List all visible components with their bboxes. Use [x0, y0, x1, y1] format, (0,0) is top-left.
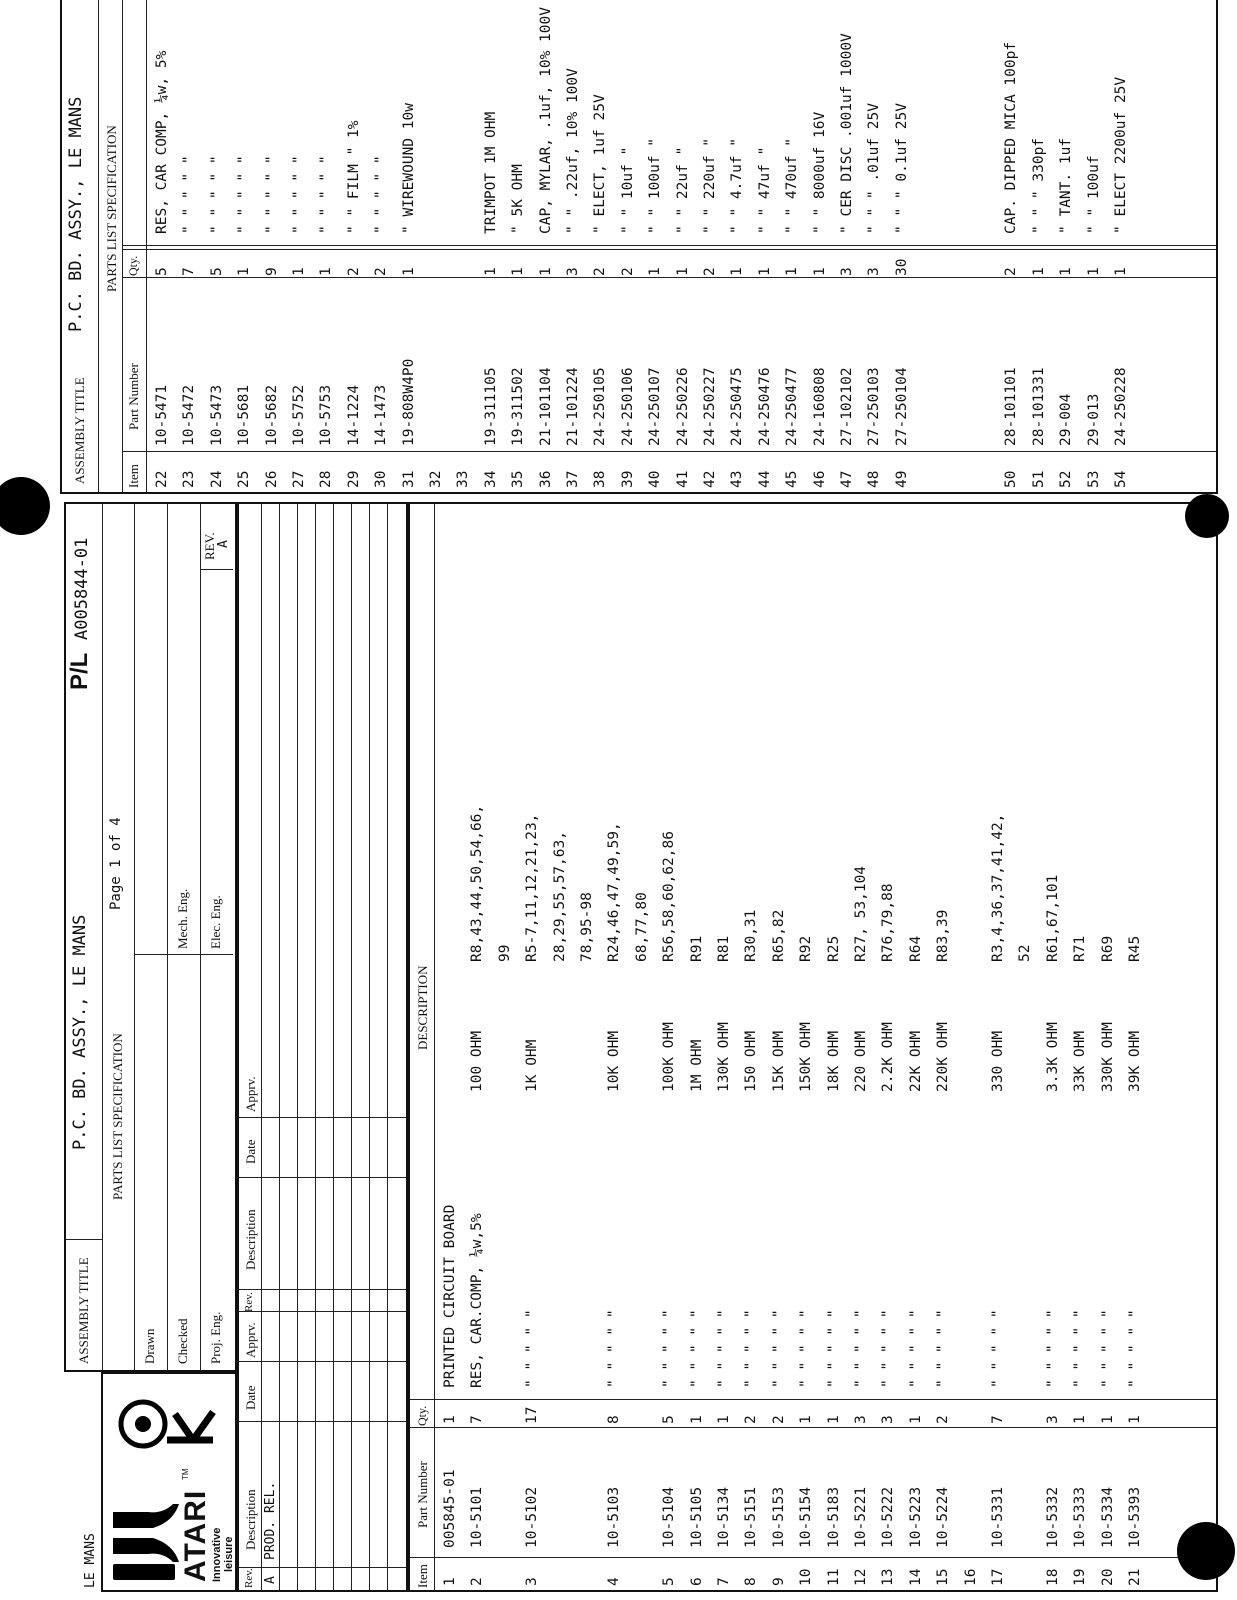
- right-row-part: 10-5472: [181, 384, 198, 446]
- left-row-item: 19: [1072, 1568, 1089, 1586]
- left-row-ref: R92: [798, 935, 815, 962]
- logo-brand: ATARI: [179, 1489, 212, 1582]
- right-row-qty: 3: [839, 267, 855, 276]
- left-row-ref: 78,95-98: [579, 892, 595, 962]
- left-row-desc: " " " " ": [661, 1309, 678, 1388]
- right-row-qty: 1: [1030, 267, 1047, 276]
- right-row-item: 30: [373, 470, 390, 488]
- right-row-part: 19-311502: [510, 367, 527, 446]
- right-row-item: 37: [565, 470, 581, 488]
- left-row-part: 10-5103: [606, 1486, 623, 1548]
- left-row-part: 10-5151: [743, 1486, 760, 1548]
- left-row-part: 005845-01: [442, 1469, 458, 1548]
- left-row-value: 3.3K OHM: [1044, 1022, 1061, 1092]
- left-row-ref: R71: [1072, 935, 1089, 962]
- left-row-part: 10-5183: [825, 1486, 842, 1548]
- right-row-qty: 1: [400, 267, 417, 276]
- left-row-part: 10-5331: [990, 1486, 1006, 1548]
- right-row-item: 27: [291, 470, 307, 488]
- right-row-desc: " CER DISC .001uf 1000V: [839, 33, 855, 234]
- left-row-desc: " " " " ": [935, 1309, 952, 1388]
- right-row-part: 29-004: [1058, 393, 1075, 446]
- left-row-part: 10-5223: [907, 1486, 924, 1548]
- left-row-desc: " " " " ": [1099, 1309, 1116, 1388]
- left-row-qty: 2: [743, 1415, 760, 1424]
- right-row-qty: 1: [729, 267, 746, 276]
- right-row-desc: " ELECT 2200uf 25V: [1113, 76, 1129, 234]
- right-row-qty: 2: [619, 267, 636, 276]
- right-row-desc: " " 10uf ": [619, 146, 636, 234]
- apprv-col-1: Apprv.: [243, 1322, 258, 1358]
- left-row-ref: 68,77,80: [633, 892, 650, 962]
- left-row-desc: " " " " ": [716, 1309, 732, 1388]
- right-row-desc: CAP, MYLAR, .1uf, 10% 100V: [537, 7, 554, 234]
- right-row-part: 27-250103: [866, 367, 883, 446]
- left-row-ref: R8,43,44,50,54,66,: [469, 804, 486, 962]
- right-row-item: 26: [263, 470, 280, 488]
- right-row-item: 43: [729, 470, 746, 488]
- right-row-desc: " " " " ": [263, 155, 280, 234]
- left-row-desc: " " " " ": [990, 1309, 1006, 1388]
- left-row-ref: R30,31: [743, 909, 760, 962]
- right-row-desc: " " " " ": [291, 155, 307, 234]
- left-row-ref: 99: [496, 944, 513, 962]
- top-label: LE MANS: [83, 1533, 98, 1588]
- left-row-desc: " " " " ": [770, 1309, 787, 1388]
- right-row-desc: " " 22uf ": [674, 146, 691, 234]
- apprv-col-2: Apprv.: [243, 1076, 258, 1112]
- left-row-item: 13: [880, 1568, 897, 1586]
- punch-hole: [0, 477, 50, 535]
- left-row-desc: PRINTED CIRCUIT BOARD: [442, 1204, 458, 1388]
- left-row-desc: " " " " ": [524, 1309, 541, 1388]
- left-row-ref: R69: [1099, 935, 1116, 962]
- right-row-desc: " " 47uf ": [756, 146, 773, 234]
- left-row-qty: 1: [1099, 1415, 1116, 1424]
- right-row-qty: 3: [565, 267, 581, 276]
- right-row-desc: " " 4.7uf ": [729, 137, 746, 234]
- right-row-item: 54: [1113, 470, 1129, 488]
- left-row-ref: R3,4,36,37,41,42,: [990, 813, 1006, 962]
- left-row-item: 14: [907, 1568, 924, 1586]
- left-row-ref: R81: [716, 935, 732, 962]
- right-row-item: 22: [154, 470, 170, 488]
- right-row-item: 24: [208, 470, 225, 488]
- left-row-item: 6: [688, 1577, 705, 1586]
- col-desc-header: DESCRIPTION: [415, 965, 430, 1050]
- left-row-desc: RES, CAR.COMP, ¼w,5%: [469, 1213, 486, 1388]
- right-row-part: 24-160808: [811, 367, 828, 446]
- rev-box-value: A: [216, 540, 231, 548]
- right-row-qty: 1: [784, 267, 801, 276]
- left-row-value: 100 OHM: [469, 1030, 486, 1092]
- page-label: Page 1 of 4: [108, 817, 124, 910]
- left-row-qty: 17: [524, 1406, 541, 1424]
- left-row-part: 10-5333: [1072, 1486, 1089, 1548]
- left-row-item: 20: [1099, 1568, 1116, 1586]
- right-row-qty: 1: [674, 267, 691, 276]
- right-row-part: 21-101224: [565, 367, 581, 446]
- right-row-part: 24-250477: [784, 367, 801, 446]
- left-row-item: 12: [853, 1568, 869, 1586]
- spec-label: PARTS LIST SPECIFICATION: [110, 1033, 125, 1200]
- right-row-part: 24-250227: [702, 367, 718, 446]
- pl-number: A005844-01: [72, 537, 92, 640]
- left-row-part: 10-5222: [880, 1486, 897, 1548]
- left-row-item: 7: [716, 1577, 732, 1586]
- left-row-item: 9: [770, 1577, 787, 1586]
- punch-hole: [1177, 1522, 1235, 1580]
- right-assembly-title-label: ASSEMBLY TITLE: [72, 377, 87, 484]
- left-row-ref: R56,58,60,62,86: [661, 831, 678, 962]
- right-row-item: 32: [428, 470, 444, 488]
- right-row-qty: 1: [1085, 267, 1102, 276]
- left-row-value: 100K OHM: [661, 1022, 678, 1092]
- right-row-desc: " " 100uf: [1085, 155, 1102, 234]
- right-row-desc: " WIREWOUND 10w: [400, 103, 417, 234]
- right-row-qty: 1: [647, 267, 664, 276]
- logo-tagline-2: leisure: [223, 1536, 235, 1572]
- right-row-item: 48: [866, 470, 883, 488]
- right-row-item: 44: [756, 470, 773, 488]
- revision-history: [237, 502, 408, 1592]
- logo-tm: TM: [181, 1468, 190, 1480]
- right-row-item: 51: [1030, 470, 1047, 488]
- right-row-part: 19-808W4P0: [400, 358, 417, 446]
- left-row-value: 39K OHM: [1127, 1030, 1143, 1092]
- left-row-desc: " " " " ": [907, 1309, 924, 1388]
- rev-col-1: Rev.: [243, 1568, 255, 1588]
- right-row-desc: " " FILM " 1%: [345, 120, 362, 234]
- left-row-ref: R24,46,47,49,59,: [606, 822, 623, 962]
- right-row-qty: 1: [510, 267, 527, 276]
- right-row-item: 52: [1058, 470, 1075, 488]
- right-row-item: 42: [702, 470, 718, 488]
- right-row-qty: 1: [811, 267, 828, 276]
- right-row-part: 10-5471: [154, 384, 170, 446]
- left-row-item: 10: [798, 1568, 815, 1586]
- right-row-desc: " " " .01uf 25V: [866, 103, 883, 234]
- mech-eng-field[interactable]: Mech. Eng.: [175, 888, 190, 949]
- left-row-part: 10-5334: [1099, 1486, 1116, 1548]
- right-row-part: 10-5473: [208, 384, 225, 446]
- right-row-item: 25: [236, 470, 253, 488]
- right-row-part: 24-250226: [674, 367, 691, 446]
- left-row-ref: R76,79,88: [880, 883, 897, 962]
- right-row-item: 40: [647, 470, 664, 488]
- right-row-item: 49: [893, 470, 910, 488]
- right-row-part: 21-101104: [537, 367, 554, 446]
- right-row-part: 14-1224: [345, 384, 362, 446]
- right-row-part: 29-013: [1085, 393, 1102, 446]
- punch-hole: [1185, 494, 1229, 538]
- right-row-qty: 2: [345, 267, 362, 276]
- left-row-desc: " " " " ": [853, 1309, 869, 1388]
- left-row-item: 11: [825, 1568, 842, 1586]
- right-row-item: 33: [455, 470, 472, 488]
- right-row-desc: " " " 0.1uf 25V: [893, 103, 910, 234]
- left-row-ref: R64: [907, 935, 924, 962]
- logo-box: [101, 1372, 237, 1592]
- right-row-item: 28: [318, 470, 335, 488]
- left-row-ref: 28,29,55,57,63,: [551, 831, 568, 962]
- right-row-qty: 1: [756, 267, 773, 276]
- left-row-value: 15K OHM: [770, 1030, 787, 1092]
- rev-col-2: Rev.: [243, 1292, 255, 1312]
- left-row-item: 2: [469, 1577, 486, 1586]
- proj-eng-field[interactable]: Proj. Eng.: [208, 1311, 223, 1364]
- right-row-item: 53: [1085, 470, 1102, 488]
- left-row-item: 17: [990, 1568, 1006, 1586]
- assembly-title: P.C. BD. ASSY., LE MANS: [70, 914, 90, 1150]
- right-row-part: 28-101331: [1030, 367, 1047, 446]
- right-row-part: 10-5753: [318, 384, 335, 446]
- left-row-desc: " " " " ": [1127, 1309, 1143, 1388]
- left-row-item: 16: [962, 1568, 979, 1586]
- right-row-part: 28-101101: [1003, 367, 1020, 446]
- right-row-item: 36: [537, 470, 554, 488]
- left-row-part: 10-5224: [935, 1486, 952, 1548]
- left-row-desc: " " " " ": [1044, 1309, 1061, 1388]
- right-row-item: 29: [345, 470, 362, 488]
- left-row-part: 10-5153: [770, 1486, 787, 1548]
- left-row-item: 21: [1127, 1568, 1143, 1586]
- right-row-desc: " " " " ": [181, 155, 198, 234]
- desc-col-1: Description: [243, 1489, 258, 1550]
- left-row-desc: " " " " ": [743, 1309, 760, 1388]
- left-row-part: 10-5101: [469, 1486, 486, 1548]
- right-row-desc: TRIMPOT 1M OHM: [482, 111, 499, 234]
- col-qty-header: Qty.: [415, 1405, 429, 1426]
- left-row-desc: " " " " ": [798, 1309, 815, 1388]
- left-row-ref: R83,39: [935, 909, 952, 962]
- logo-tagline-1: Innovative: [211, 1527, 223, 1582]
- date-col-1: Date: [243, 1385, 258, 1410]
- right-row-item: 45: [784, 470, 801, 488]
- right-row-desc: " " " 330pf: [1030, 137, 1047, 234]
- right-row-desc: " " " " ": [236, 155, 253, 234]
- checked-field[interactable]: Checked: [175, 1318, 190, 1364]
- right-row-qty: 9: [263, 267, 280, 276]
- right-row-item: 23: [181, 470, 198, 488]
- left-row-qty: 5: [661, 1415, 678, 1424]
- right-row-desc: " ELECT, 1uf 25V: [592, 94, 609, 234]
- left-row-desc: " " " " ": [688, 1309, 705, 1388]
- left-row-value: 1M OHM: [688, 1039, 705, 1092]
- left-row-qty: 1: [1072, 1415, 1089, 1424]
- date-col-2: Date: [243, 1139, 258, 1164]
- left-row-item: 15: [935, 1568, 952, 1586]
- right-row-qty: 2: [592, 267, 609, 276]
- left-row-qty: 1: [825, 1415, 842, 1424]
- left-row-qty: 2: [770, 1415, 787, 1424]
- header-box-left: [64, 502, 237, 1372]
- right-row-part: 24-250106: [619, 367, 636, 446]
- left-row-value: 22K OHM: [907, 1030, 924, 1092]
- right-row-desc: " TANT. 1uf: [1058, 137, 1075, 234]
- right-row-part: 10-5752: [291, 384, 307, 446]
- left-row-value: 220 OHM: [853, 1030, 869, 1092]
- right-row-part: 19-311105: [482, 367, 499, 446]
- rev-row-rev: A: [263, 1576, 278, 1584]
- right-row-item: 50: [1003, 470, 1020, 488]
- left-row-value: 1K OHM: [524, 1039, 541, 1092]
- left-row-qty: 7: [469, 1415, 486, 1424]
- desc-col-2: Description: [243, 1209, 258, 1270]
- right-spec-label: PARTS LIST SPECIFICATION: [104, 125, 119, 292]
- right-row-qty: 1: [1058, 267, 1075, 276]
- pl-label: P/L: [66, 652, 93, 690]
- right-row-desc: " " " " ": [208, 155, 225, 234]
- right-row-desc: " " 470uf ": [784, 137, 801, 234]
- col-item-header: Item: [415, 1564, 430, 1588]
- right-row-desc: CAP. DIPPED MICA 100pf: [1003, 41, 1020, 234]
- left-row-part: 10-5221: [853, 1486, 869, 1548]
- drawn-field[interactable]: Drawn: [142, 1328, 157, 1364]
- right-row-qty: 1: [318, 267, 335, 276]
- left-row-value: 220K OHM: [935, 1022, 952, 1092]
- left-row-qty: 1: [907, 1415, 924, 1424]
- left-row-ref: R27, 53,104: [853, 865, 869, 962]
- left-row-desc: " " " " ": [880, 1309, 897, 1388]
- left-row-qty: 1: [798, 1415, 815, 1424]
- right-col-part-header: Part Number: [126, 363, 141, 430]
- elec-eng-field[interactable]: Elec. Eng.: [208, 895, 223, 949]
- left-row-qty: 3: [880, 1415, 897, 1424]
- right-row-qty: 3: [866, 267, 883, 276]
- right-row-qty: 2: [1003, 267, 1020, 276]
- right-row-qty: 1: [1113, 267, 1129, 276]
- right-row-desc: " " " " ": [373, 155, 390, 234]
- right-row-qty: 2: [702, 267, 718, 276]
- right-row-qty: 5: [154, 267, 170, 276]
- assembly-title-label: ASSEMBLY TITLE: [76, 1257, 91, 1364]
- right-row-item: 38: [592, 470, 609, 488]
- left-row-ref: R5-7,11,12,21,23,: [524, 813, 541, 962]
- right-row-item: 31: [400, 470, 417, 488]
- right-row-qty: 7: [181, 267, 198, 276]
- left-row-part: 10-5104: [661, 1486, 678, 1548]
- left-row-ref: R65,82: [770, 909, 787, 962]
- left-row-value: 330 OHM: [990, 1030, 1006, 1092]
- right-row-item: 35: [510, 470, 527, 488]
- left-row-value: 2.2K OHM: [880, 1022, 897, 1092]
- right-row-part: 10-5681: [236, 384, 253, 446]
- col-part-header: Part Number: [415, 1461, 430, 1528]
- right-row-part: 27-250104: [893, 367, 910, 446]
- right-col-qty-header: Qty.: [126, 255, 140, 276]
- left-row-qty: 8: [606, 1415, 623, 1424]
- left-row-item: 3: [524, 1577, 541, 1586]
- right-row-item: 34: [482, 470, 499, 488]
- left-row-item: 18: [1044, 1568, 1061, 1586]
- right-row-qty: 1: [236, 267, 253, 276]
- left-row-part: 10-5332: [1044, 1486, 1061, 1548]
- right-row-desc: " " 8000uf 16V: [811, 111, 828, 234]
- left-row-ref: 52: [1017, 944, 1034, 962]
- right-row-desc: " " 100uf ": [647, 137, 664, 234]
- right-row-part: 24-250476: [756, 367, 773, 446]
- left-row-value: 33K OHM: [1072, 1030, 1089, 1092]
- right-row-qty: 30: [893, 258, 910, 276]
- left-row-value: 10K OHM: [606, 1030, 623, 1092]
- left-row-item: 1: [442, 1577, 458, 1586]
- left-row-ref: R45: [1127, 935, 1143, 962]
- left-row-desc: " " " " ": [825, 1309, 842, 1388]
- left-row-ref: R91: [688, 935, 705, 962]
- right-row-qty: 5: [208, 267, 225, 276]
- left-row-value: 150K OHM: [798, 1022, 815, 1092]
- right-row-part: 24-250475: [729, 367, 746, 446]
- left-row-qty: 1: [442, 1415, 458, 1424]
- right-row-item: 46: [811, 470, 828, 488]
- left-row-value: 18K OHM: [825, 1030, 842, 1092]
- right-row-item: 47: [839, 470, 855, 488]
- left-row-part: 10-5134: [716, 1486, 732, 1548]
- left-row-item: 8: [743, 1577, 760, 1586]
- left-row-value: 130K OHM: [716, 1022, 732, 1092]
- right-col-item-header: Item: [126, 464, 141, 488]
- left-row-qty: 1: [716, 1415, 732, 1424]
- left-row-qty: 3: [1044, 1415, 1061, 1424]
- right-row-item: 39: [619, 470, 636, 488]
- left-row-ref: R25: [825, 935, 842, 962]
- right-row-desc: " " .22uf, 10% 100V: [565, 68, 581, 234]
- left-row-item: 5: [661, 1577, 678, 1586]
- right-row-part: 27-102102: [839, 367, 855, 446]
- right-row-qty: 2: [373, 267, 390, 276]
- left-row-qty: 1: [1127, 1415, 1143, 1424]
- left-row-qty: 1: [688, 1415, 705, 1424]
- right-row-part: 10-5682: [263, 384, 280, 446]
- right-row-part: 14-1473: [373, 384, 390, 446]
- right-row-desc: " " " " ": [318, 155, 335, 234]
- right-row-part: 24-250107: [647, 367, 664, 446]
- left-row-part: 10-5102: [524, 1486, 541, 1548]
- left-row-part: 10-5105: [688, 1486, 705, 1548]
- left-row-qty: 2: [935, 1415, 952, 1424]
- right-row-part: 24-250105: [592, 367, 609, 446]
- left-row-value: 330K OHM: [1099, 1022, 1116, 1092]
- rev-box-label: REV.: [202, 532, 217, 560]
- right-row-part: 24-250228: [1113, 367, 1129, 446]
- right-row-desc: " " 220uf ": [702, 137, 718, 234]
- right-row-desc: RES, CAR COMP, ¼w, 5%: [154, 50, 170, 234]
- left-row-value: 150 OHM: [743, 1030, 760, 1092]
- right-row-qty: 1: [537, 267, 554, 276]
- rev-row-description: PROD. REL.: [263, 1481, 278, 1560]
- right-row-item: 41: [674, 470, 691, 488]
- left-row-part: 10-5393: [1127, 1486, 1143, 1548]
- left-row-desc: " " " " ": [606, 1309, 623, 1388]
- left-row-part: 10-5154: [798, 1486, 815, 1548]
- right-assembly-title: P.C. BD. ASSY., LE MANS: [66, 96, 86, 332]
- left-row-item: 4: [606, 1577, 623, 1586]
- left-row-desc: " " " " ": [1072, 1309, 1089, 1388]
- right-row-desc: " 5K OHM: [510, 164, 527, 234]
- right-row-qty: 1: [482, 267, 499, 276]
- left-row-ref: R61,67,101: [1044, 874, 1061, 962]
- left-row-qty: 7: [990, 1415, 1006, 1424]
- left-row-qty: 3: [853, 1415, 869, 1424]
- right-row-qty: 1: [291, 267, 307, 276]
